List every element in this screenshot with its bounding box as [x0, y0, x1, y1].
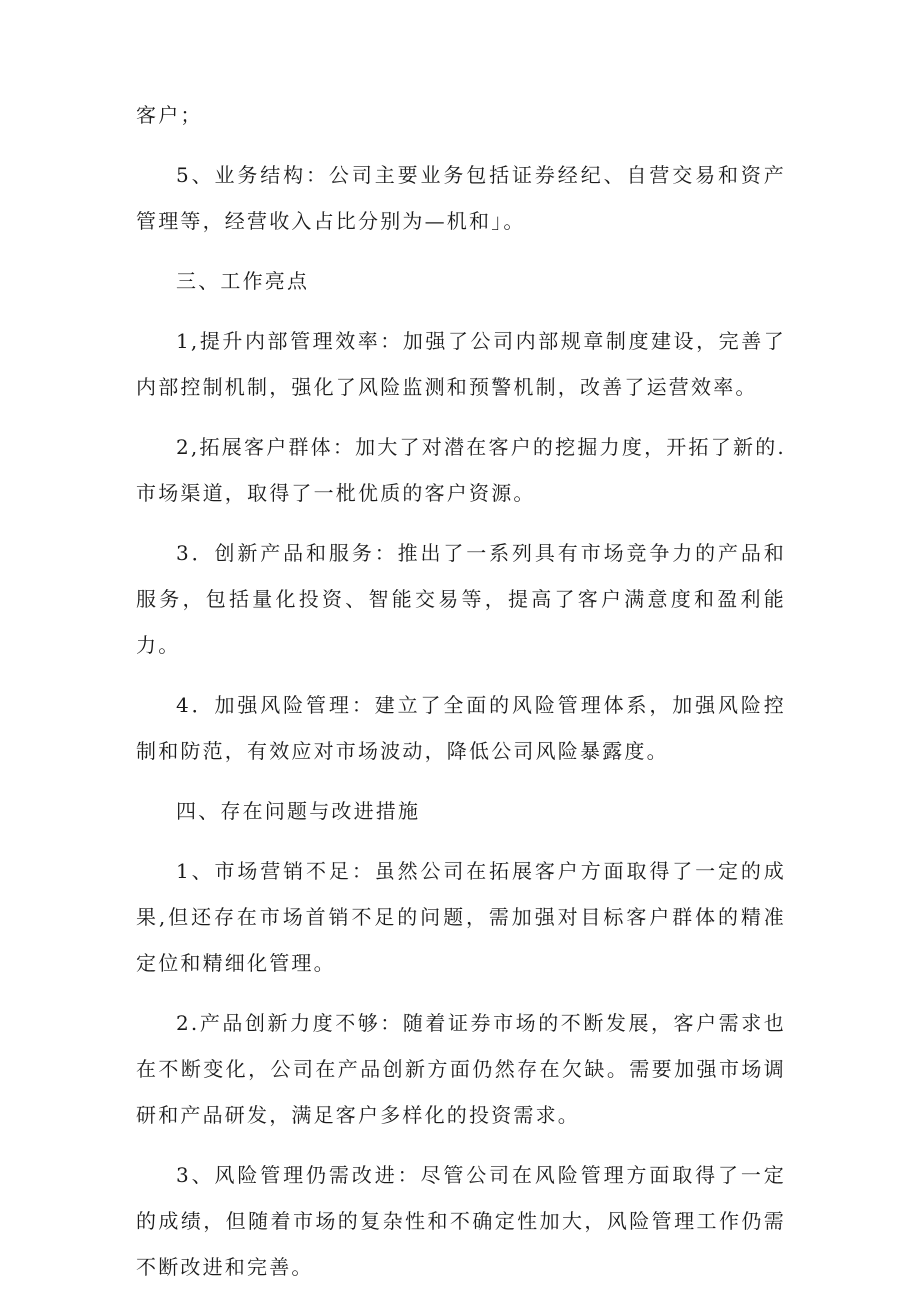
paragraph-highlight-3: 3．创新产品和服务：推出了一系列具有市场竞争力的产品和服务，包括量化投资、智能交易等，提高了客户满意度和盈利能力。: [136, 541, 786, 657]
paragraph-highlight-1: 1,提升内部管理效率：加强了公司内部规章制度建设，完善了内部控制机制，强化了风险监测和预警机制，改善了运营效率。: [136, 329, 786, 399]
section-heading-highlights: 三、工作亮点: [176, 269, 310, 293]
paragraph-highlight-4: 4．加强风险管理：建立了全面的风险管理体系，加强风险控制和防范，有效应对市场波动，降低公司风险暴露度。: [136, 693, 786, 763]
paragraph-issue-2: 2.产品创新力度不够：随着证券市场的不断发展，客户需求也在不断变化，公司在产品创新方面仍然存在欠缺。需要加强市场调研和产品研发，满足客户多样化的投资需求。: [136, 1011, 786, 1127]
document-body: [136, 92, 786, 1290]
paragraph-issue-1: 1、市场营销不足：虽然公司在拓展客户方面取得了一定的成果,但还存在市场首销不足的问题，需加强对目标客户群体的精准定位和精细化管理。: [136, 859, 786, 975]
paragraph-continuation: 客户；: [136, 103, 203, 127]
paragraph-highlight-2: 2,拓展客户群体：加大了对潜在客户的挖掘力度，开拓了新的.市场渠道，取得了一枇优质的客户资源。: [136, 435, 786, 505]
paragraph-issue-3: 3、风险管理仍需改进：尽管公司在风险管理方面取得了一定的成绩，但随着市场的复杂性和不确定性加大，风险管理工作仍需不断改进和完善。: [136, 1163, 786, 1279]
paragraph-business-structure: 5、业务结构：公司主要业务包括证券经纪、自营交易和资产管理等，经营收入占比分别为—机和」。: [136, 163, 786, 233]
section-heading-issues: 四、存在问题与改进措施: [176, 799, 421, 823]
